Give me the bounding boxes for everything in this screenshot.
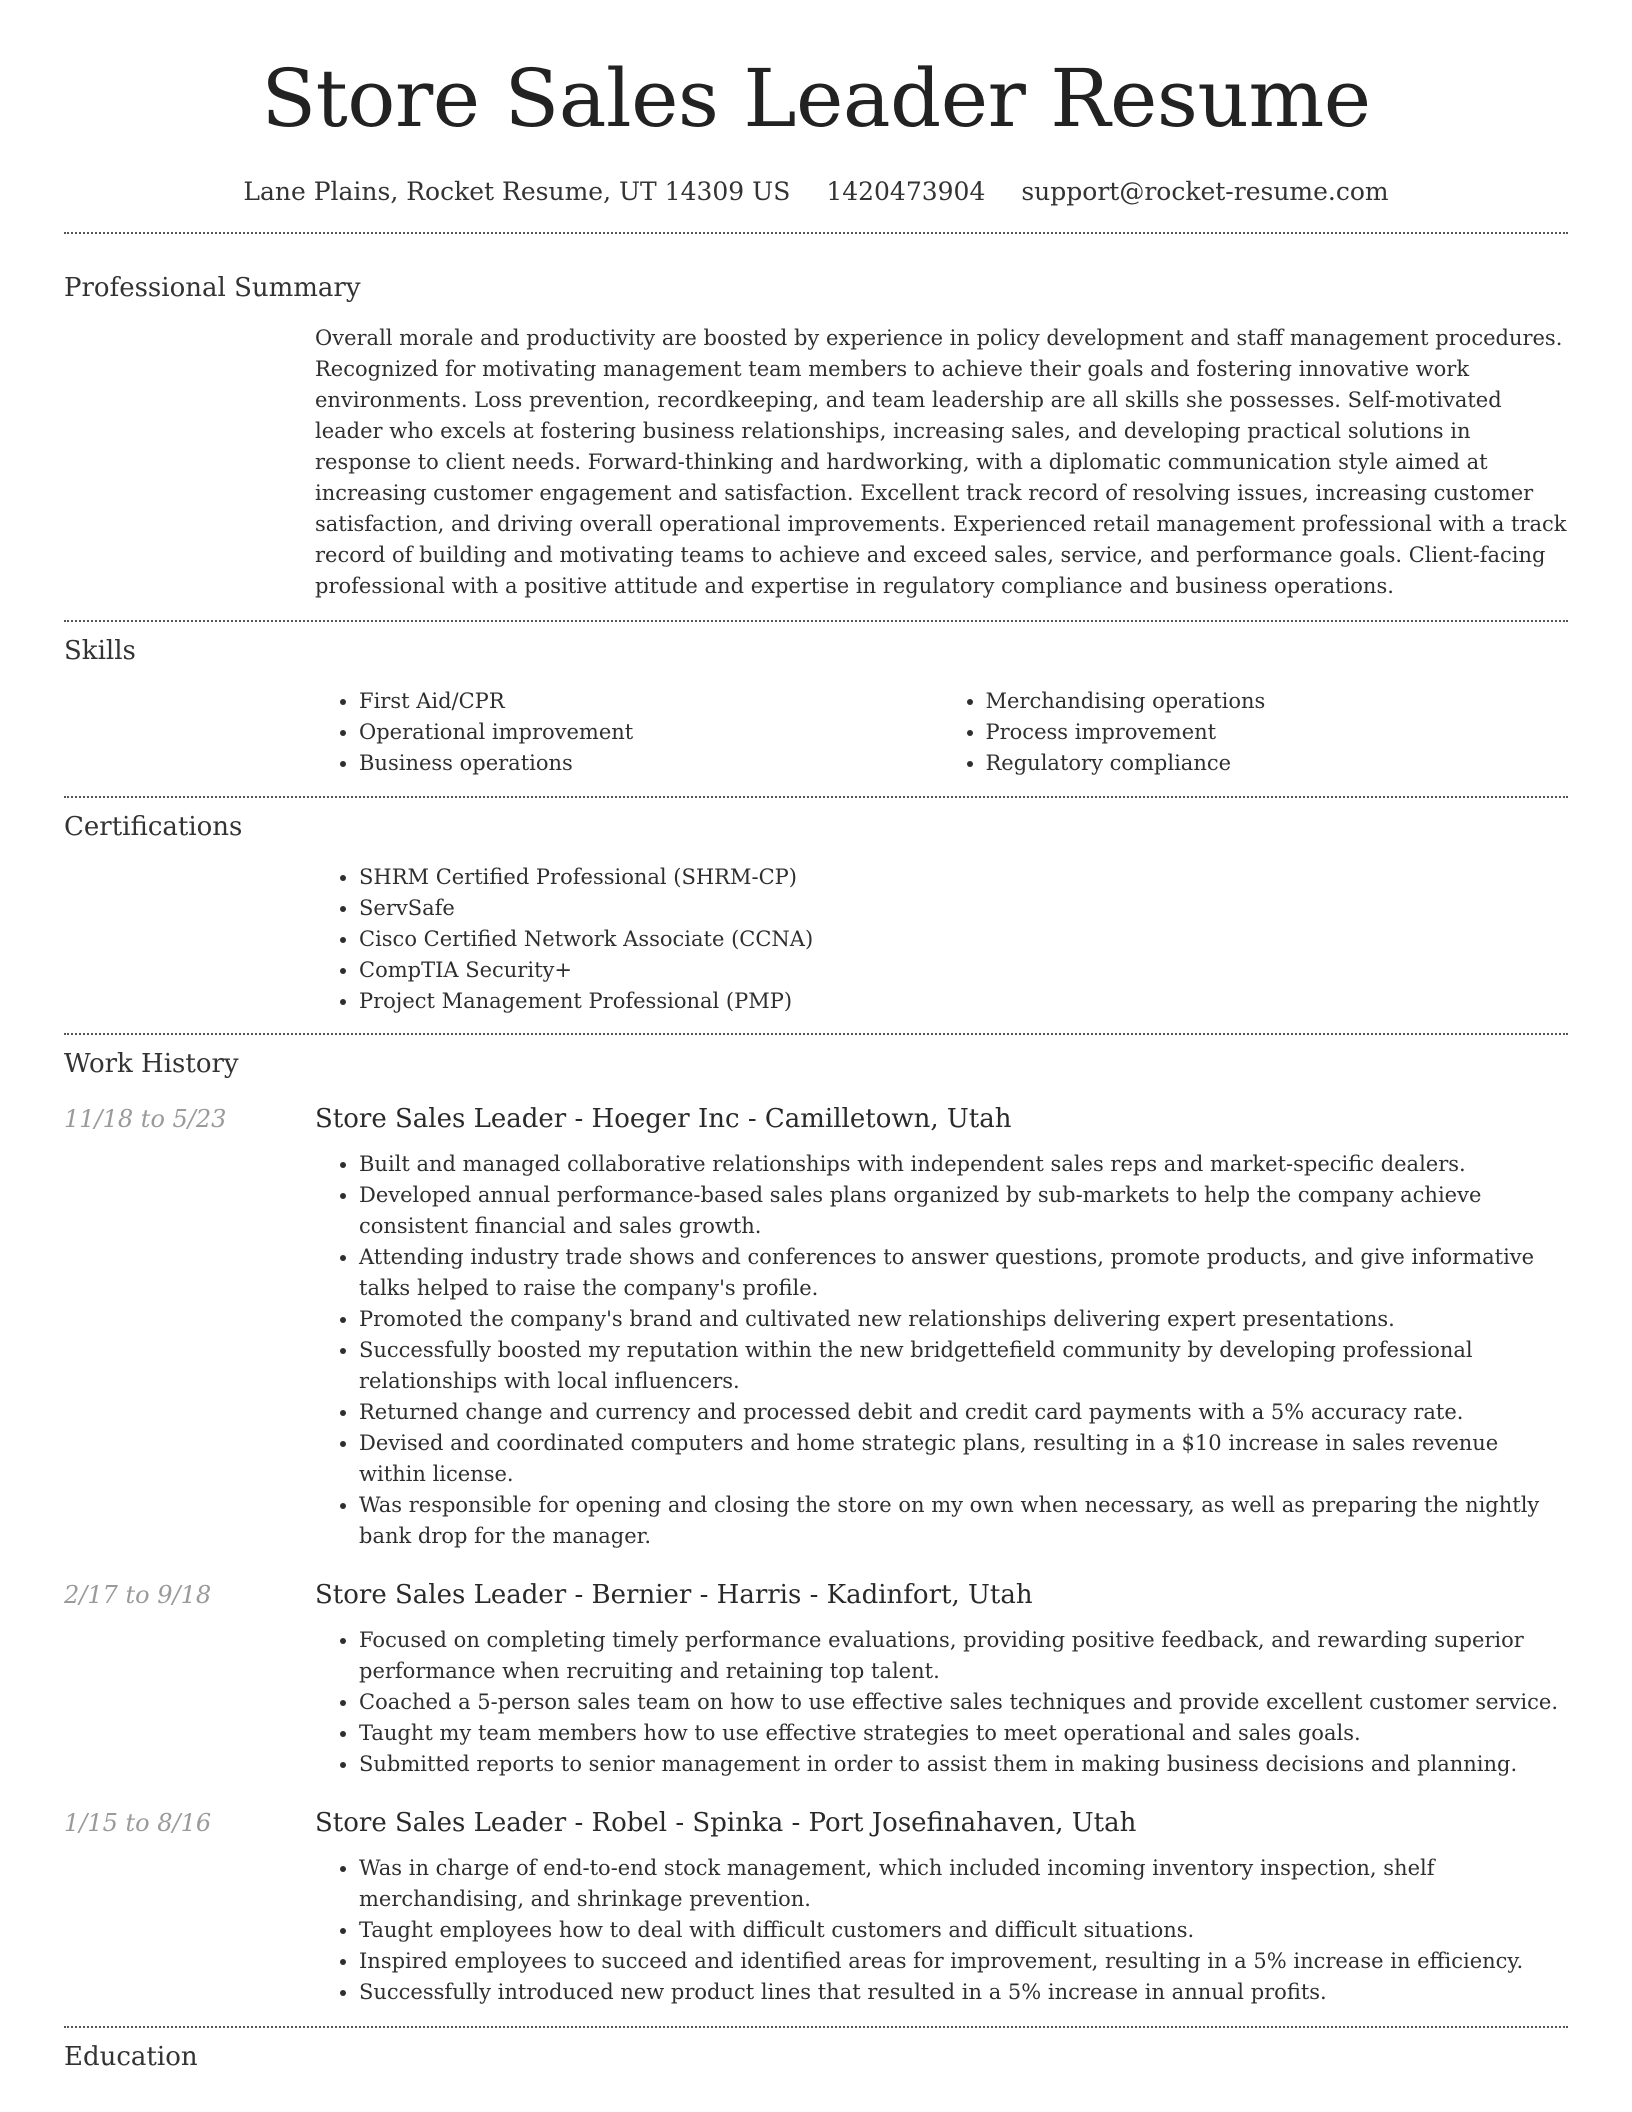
job-bullets xyxy=(315,1625,1568,1780)
list-item: • Returned change and currency and processed debit and credit card payments with a 5% accuracy rate. xyxy=(359,1397,1568,1428)
certifications-heading: Certifications xyxy=(64,812,243,842)
job-bullet-list xyxy=(315,1149,1568,1552)
list-item: • Coached a 5-person sales team on how to use effective sales techniques and provide excellent customer service. xyxy=(359,1687,1568,1718)
skills-section xyxy=(64,622,1568,779)
job-title: Store Sales Leader - Robel - Spinka - Port Josefinahaven, Utah xyxy=(315,1808,1137,1838)
list-item: • Successfully boosted my reputation within the new bridgettefield community by developing professional relationships with local influencers. xyxy=(359,1335,1568,1397)
job-dates: 2/17 to 9/18 xyxy=(64,1581,212,1609)
skills-list-right xyxy=(942,686,1569,779)
certifications-bullets xyxy=(315,862,1568,1017)
list-item: • Inspired employees to succeed and identified areas for improvement, resulting in a 5% increase in efficiency. xyxy=(359,1946,1568,1977)
summary-section xyxy=(64,234,1568,602)
list-item: • Developed annual performance-based sales plans organized by sub-markets to help the company achieve consistent financial and sales growth. xyxy=(359,1180,1568,1242)
contact-address: Lane Plains, Rocket Resume, UT 14309 US xyxy=(243,177,791,206)
skills-list xyxy=(315,686,1568,779)
contact-phone: 1420473904 xyxy=(826,177,986,206)
list-item: • Focused on completing timely performance evaluations, providing positive feedback, and rewarding superior performance when recruiting and retaining top talent. xyxy=(359,1625,1568,1687)
work-history-heading: Work History xyxy=(64,1049,239,1079)
summary-heading: Professional Summary xyxy=(64,273,361,303)
list-item: • Submitted reports to senior management in order to assist them in making business decisions and planning. xyxy=(359,1749,1568,1780)
contact-line xyxy=(64,176,1568,208)
job-bullets xyxy=(315,1853,1568,2008)
list-item: • ServSafe xyxy=(359,893,1568,924)
skills-list-left xyxy=(315,686,942,779)
resume-title: Store Sales Leader Resume xyxy=(261,52,1371,145)
job-header xyxy=(64,1806,1568,1840)
list-item: • Cisco Certified Network Associate (CCNA) xyxy=(359,924,1568,955)
job-entry xyxy=(64,1102,1568,1552)
list-item: • Business operations xyxy=(359,748,942,779)
job-header xyxy=(64,1102,1568,1136)
job-bullets xyxy=(315,1149,1568,1552)
list-item: • Was responsible for opening and closing the store on my own when necessary, as well as preparing the nightly bank drop for the manager. xyxy=(359,1490,1568,1552)
education-heading: Education xyxy=(64,2042,198,2072)
list-item: • Taught employees how to deal with difficult customers and difficult situations. xyxy=(359,1915,1568,1946)
list-item: • Regulatory compliance xyxy=(986,748,1569,779)
job-title: Store Sales Leader - Hoeger Inc - Camilletown, Utah xyxy=(315,1104,1012,1134)
job-dates: 11/18 to 5/23 xyxy=(64,1105,227,1133)
resume-page xyxy=(64,0,1568,2074)
job-dates: 1/15 to 8/16 xyxy=(64,1809,212,1837)
list-item: • Attending industry trade shows and conferences to answer questions, promote products, and give informative talks helped to raise the company's profile. xyxy=(359,1242,1568,1304)
list-item: • CompTIA Security+ xyxy=(359,955,1568,986)
job-bullet-list xyxy=(315,1625,1568,1780)
job-entry xyxy=(64,1578,1568,1780)
job-entry xyxy=(64,1806,1568,2008)
certifications-section xyxy=(64,798,1568,1017)
list-item: • SHRM Certified Professional (SHRM-CP) xyxy=(359,862,1568,893)
list-item: • Process improvement xyxy=(986,717,1569,748)
list-item: • Promoted the company's brand and cultivated new relationships delivering expert presentations. xyxy=(359,1304,1568,1335)
list-item: • Operational improvement xyxy=(359,717,942,748)
list-item: • Taught my team members how to use effective strategies to meet operational and sales goals. xyxy=(359,1718,1568,1749)
education-section xyxy=(64,2028,1568,2074)
job-title: Store Sales Leader - Bernier - Harris - Kadinfort, Utah xyxy=(315,1580,1033,1610)
list-item: • Successfully introduced new product lines that resulted in a 5% increase in annual profits. xyxy=(359,1977,1568,2008)
contact-email: support@rocket-resume.com xyxy=(1021,177,1389,206)
list-item: • Was in charge of end-to-end stock management, which included incoming inventory inspection, shelf merchandising, and shrinkage prevention. xyxy=(359,1853,1568,1915)
certifications-list xyxy=(315,862,1568,1017)
job-bullet-list xyxy=(315,1853,1568,2008)
job-header xyxy=(64,1578,1568,1612)
list-item: • Merchandising operations xyxy=(986,686,1569,717)
skills-heading: Skills xyxy=(64,636,136,666)
list-item: • Project Management Professional (PMP) xyxy=(359,986,1568,1017)
summary-text: Overall morale and productivity are boosted by experience in policy development and staff management procedures. Recognized for motivating management team members to achieve their goals and fostering innovative work environments. Loss prevention, recordkeeping, and team leadership are all skills she possesses. Self-motivated leader who excels at fostering business relationships, increasing sales, and developing practical solutions in response to client needs. Forward-thinking and hardworking, with a diplomatic communication style aimed at increasing customer engagement and satisfaction. Excellent track record of resolving issues, increasing customer satisfaction, and driving overall operational improvements. Experienced retail management professional with a track record of building and motivating teams to achieve and exceed sales, service, and performance goals. Client-facing professional with a positive attitude and expertise in regulatory compliance and business operations. xyxy=(315,326,1567,598)
work-history-section xyxy=(64,1035,1568,2008)
list-item: • Devised and coordinated computers and home strategic plans, resulting in a $10 increase in sales revenue within license. xyxy=(359,1428,1568,1490)
list-item: • Built and managed collaborative relationships with independent sales reps and market-specific dealers. xyxy=(359,1149,1568,1180)
list-item: • First Aid/CPR xyxy=(359,686,942,717)
